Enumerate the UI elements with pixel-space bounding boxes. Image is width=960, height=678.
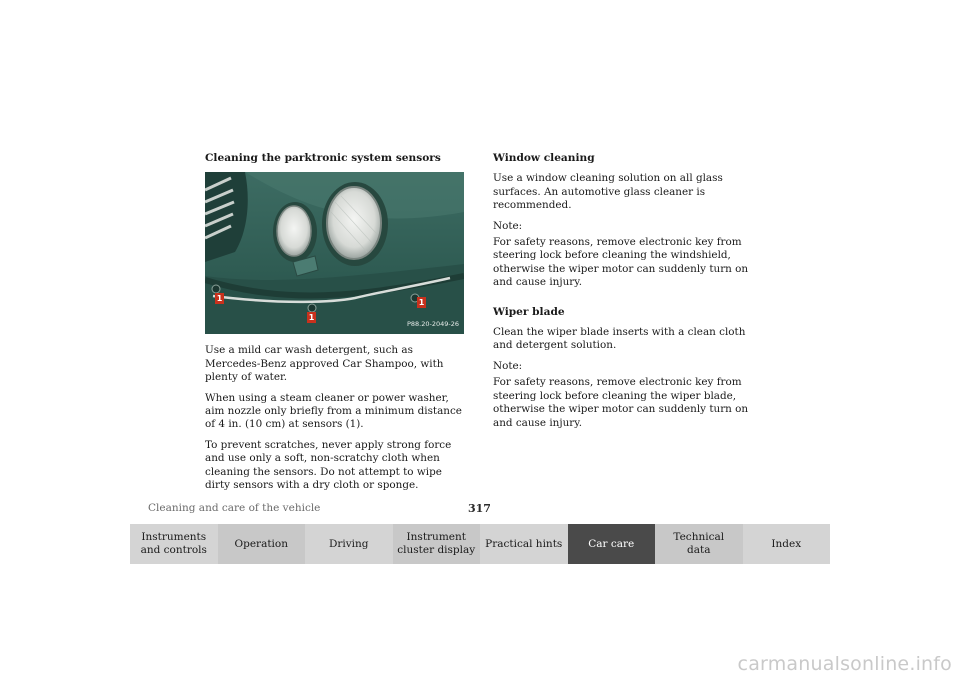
parktronic-figure xyxy=(205,172,464,334)
sensor-callout-left: 1 xyxy=(216,294,223,304)
section-title: Cleaning and care of the vehicle xyxy=(148,502,321,514)
paragraph: When using a steam cleaner or power washer, aim nozzle only briefly from a minimum distance of 4 in. (10 cm) at sensors (1). xyxy=(205,391,462,431)
sensor-icon xyxy=(212,285,220,293)
sensor-callout-right: 1 xyxy=(418,298,425,308)
note-text: For safety reasons, remove electronic key from steering lock before cleaning the windshield, otherwise the wiper motor can suddenly turn on and cause injury. xyxy=(493,236,749,289)
tab-instrument-cluster-display[interactable]: Instrument cluster display xyxy=(393,524,481,564)
tab-index[interactable]: Index xyxy=(743,524,831,564)
tab-operation[interactable]: Operation xyxy=(218,524,306,564)
note-label: Note: xyxy=(493,219,523,232)
wiper-blade-text: Clean the wiper blade inserts with a clean cloth and detergent solution. xyxy=(493,326,746,352)
tab-instruments-and-controls[interactable]: Instruments and controls xyxy=(130,524,218,564)
parktronic-heading: Cleaning the parktronic system sensors xyxy=(205,152,441,164)
tab-car-care[interactable]: Car care xyxy=(568,524,656,564)
watermark: carmanualsonline.info xyxy=(737,653,952,675)
figure-code: P88.20-2049-26 xyxy=(406,320,459,328)
paragraph: Use a mild car wash detergent, such as Mercedes-Benz approved Car Shampoo, with plenty of water. xyxy=(205,344,444,384)
right-column xyxy=(493,152,763,437)
tab-practical-hints[interactable]: Practical hints xyxy=(480,524,568,564)
sensor-icon xyxy=(308,304,316,312)
small-headlamp xyxy=(277,206,311,256)
tab-technical-data[interactable]: Technical data xyxy=(655,524,743,564)
left-column xyxy=(205,152,467,499)
tab-driving[interactable]: Driving xyxy=(305,524,393,564)
car-front-illustration xyxy=(205,172,464,334)
note-text: For safety reasons, remove electronic key from steering lock before cleaning the wiper blade, otherwise the wiper motor can suddenly turn on and cause injury. xyxy=(493,376,749,429)
paragraph: To prevent scratches, never apply strong force and use only a soft, non-scratchy cloth when cleaning the sensors. Do not attempt to wipe dirty sensors with a dry cloth or sponge. xyxy=(205,438,452,492)
window-cleaning-heading: Window cleaning xyxy=(493,152,595,164)
chapter-nav xyxy=(130,524,830,564)
note-label: Note: xyxy=(493,359,523,372)
wiper-blade-heading: Wiper blade xyxy=(493,305,565,318)
window-cleaning-text: Use a window cleaning solution on all glass surfaces. An automotive glass cleaner is recommended. xyxy=(493,172,723,212)
sensor-callout-center: 1 xyxy=(308,313,315,323)
page-footer xyxy=(130,500,830,518)
page-number: 317 xyxy=(468,502,491,515)
